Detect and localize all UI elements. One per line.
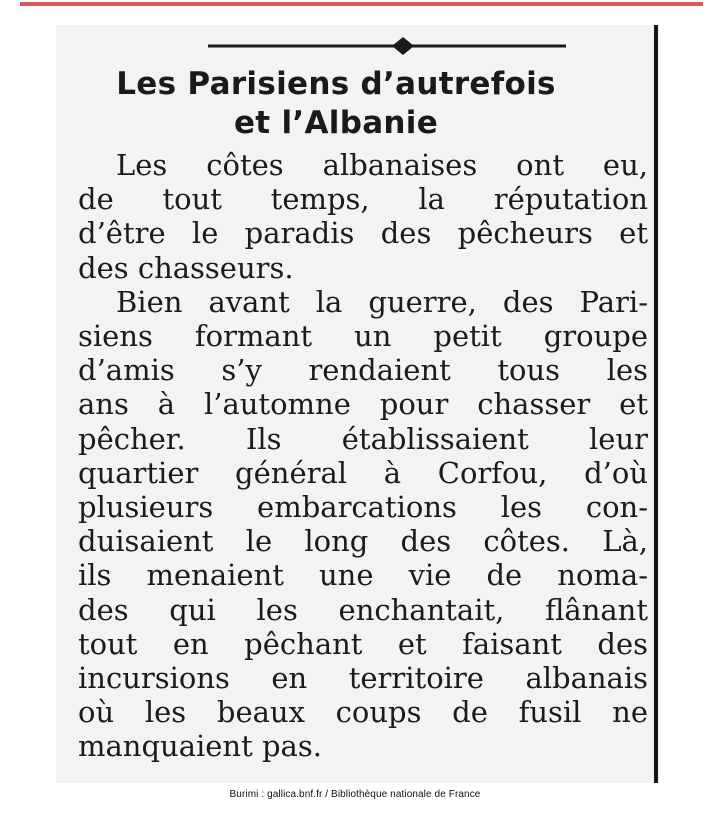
body-line: Bien avant la guerre, des Pari- [116, 284, 648, 319]
ornamental-divider [208, 35, 566, 57]
newspaper-clipping [56, 25, 659, 783]
body-line: siens formant un petit groupe [78, 319, 648, 354]
top-accent-rule [20, 2, 703, 6]
article-headline [56, 65, 616, 143]
body-line: Les côtes albanaises ont eu, [116, 148, 648, 182]
body-line: des chasseurs. [78, 250, 294, 285]
body-line: des qui les enchantait, flânant [78, 592, 648, 627]
source-credit: Burimi : gallica.bnf.fr / Bibliothèque nationale de France [229, 789, 481, 800]
article-body [78, 148, 648, 764]
body-line: tout en pêchant et faisant des [78, 626, 648, 661]
headline-line-1: Les Parisiens d’autrefois [116, 66, 556, 102]
column-rule [654, 25, 658, 783]
body-line: où les beaux coups de fusil ne [78, 695, 648, 730]
body-line: quartier général à Corfou, d’où [78, 455, 648, 490]
body-line: d’amis s’y rendaient tous les [78, 353, 648, 388]
body-line: d’être le paradis des pêcheurs et [78, 216, 648, 251]
body-line: pêcher. Ils établissaient leur [78, 421, 648, 456]
body-line: de tout temps, la réputation [78, 182, 648, 217]
body-line: incursions en territoire albanais [78, 661, 648, 696]
body-line: manquaient pas. [78, 729, 322, 764]
body-line: ans à l’automne pour chasser et [78, 387, 648, 422]
body-line: duisaient le long des côtes. Là, [78, 524, 648, 559]
body-line: ils menaient une vie de noma- [78, 558, 648, 593]
body-line: plusieurs embarcations les con- [78, 490, 648, 525]
headline-line-2: et l’Albanie [233, 105, 439, 141]
